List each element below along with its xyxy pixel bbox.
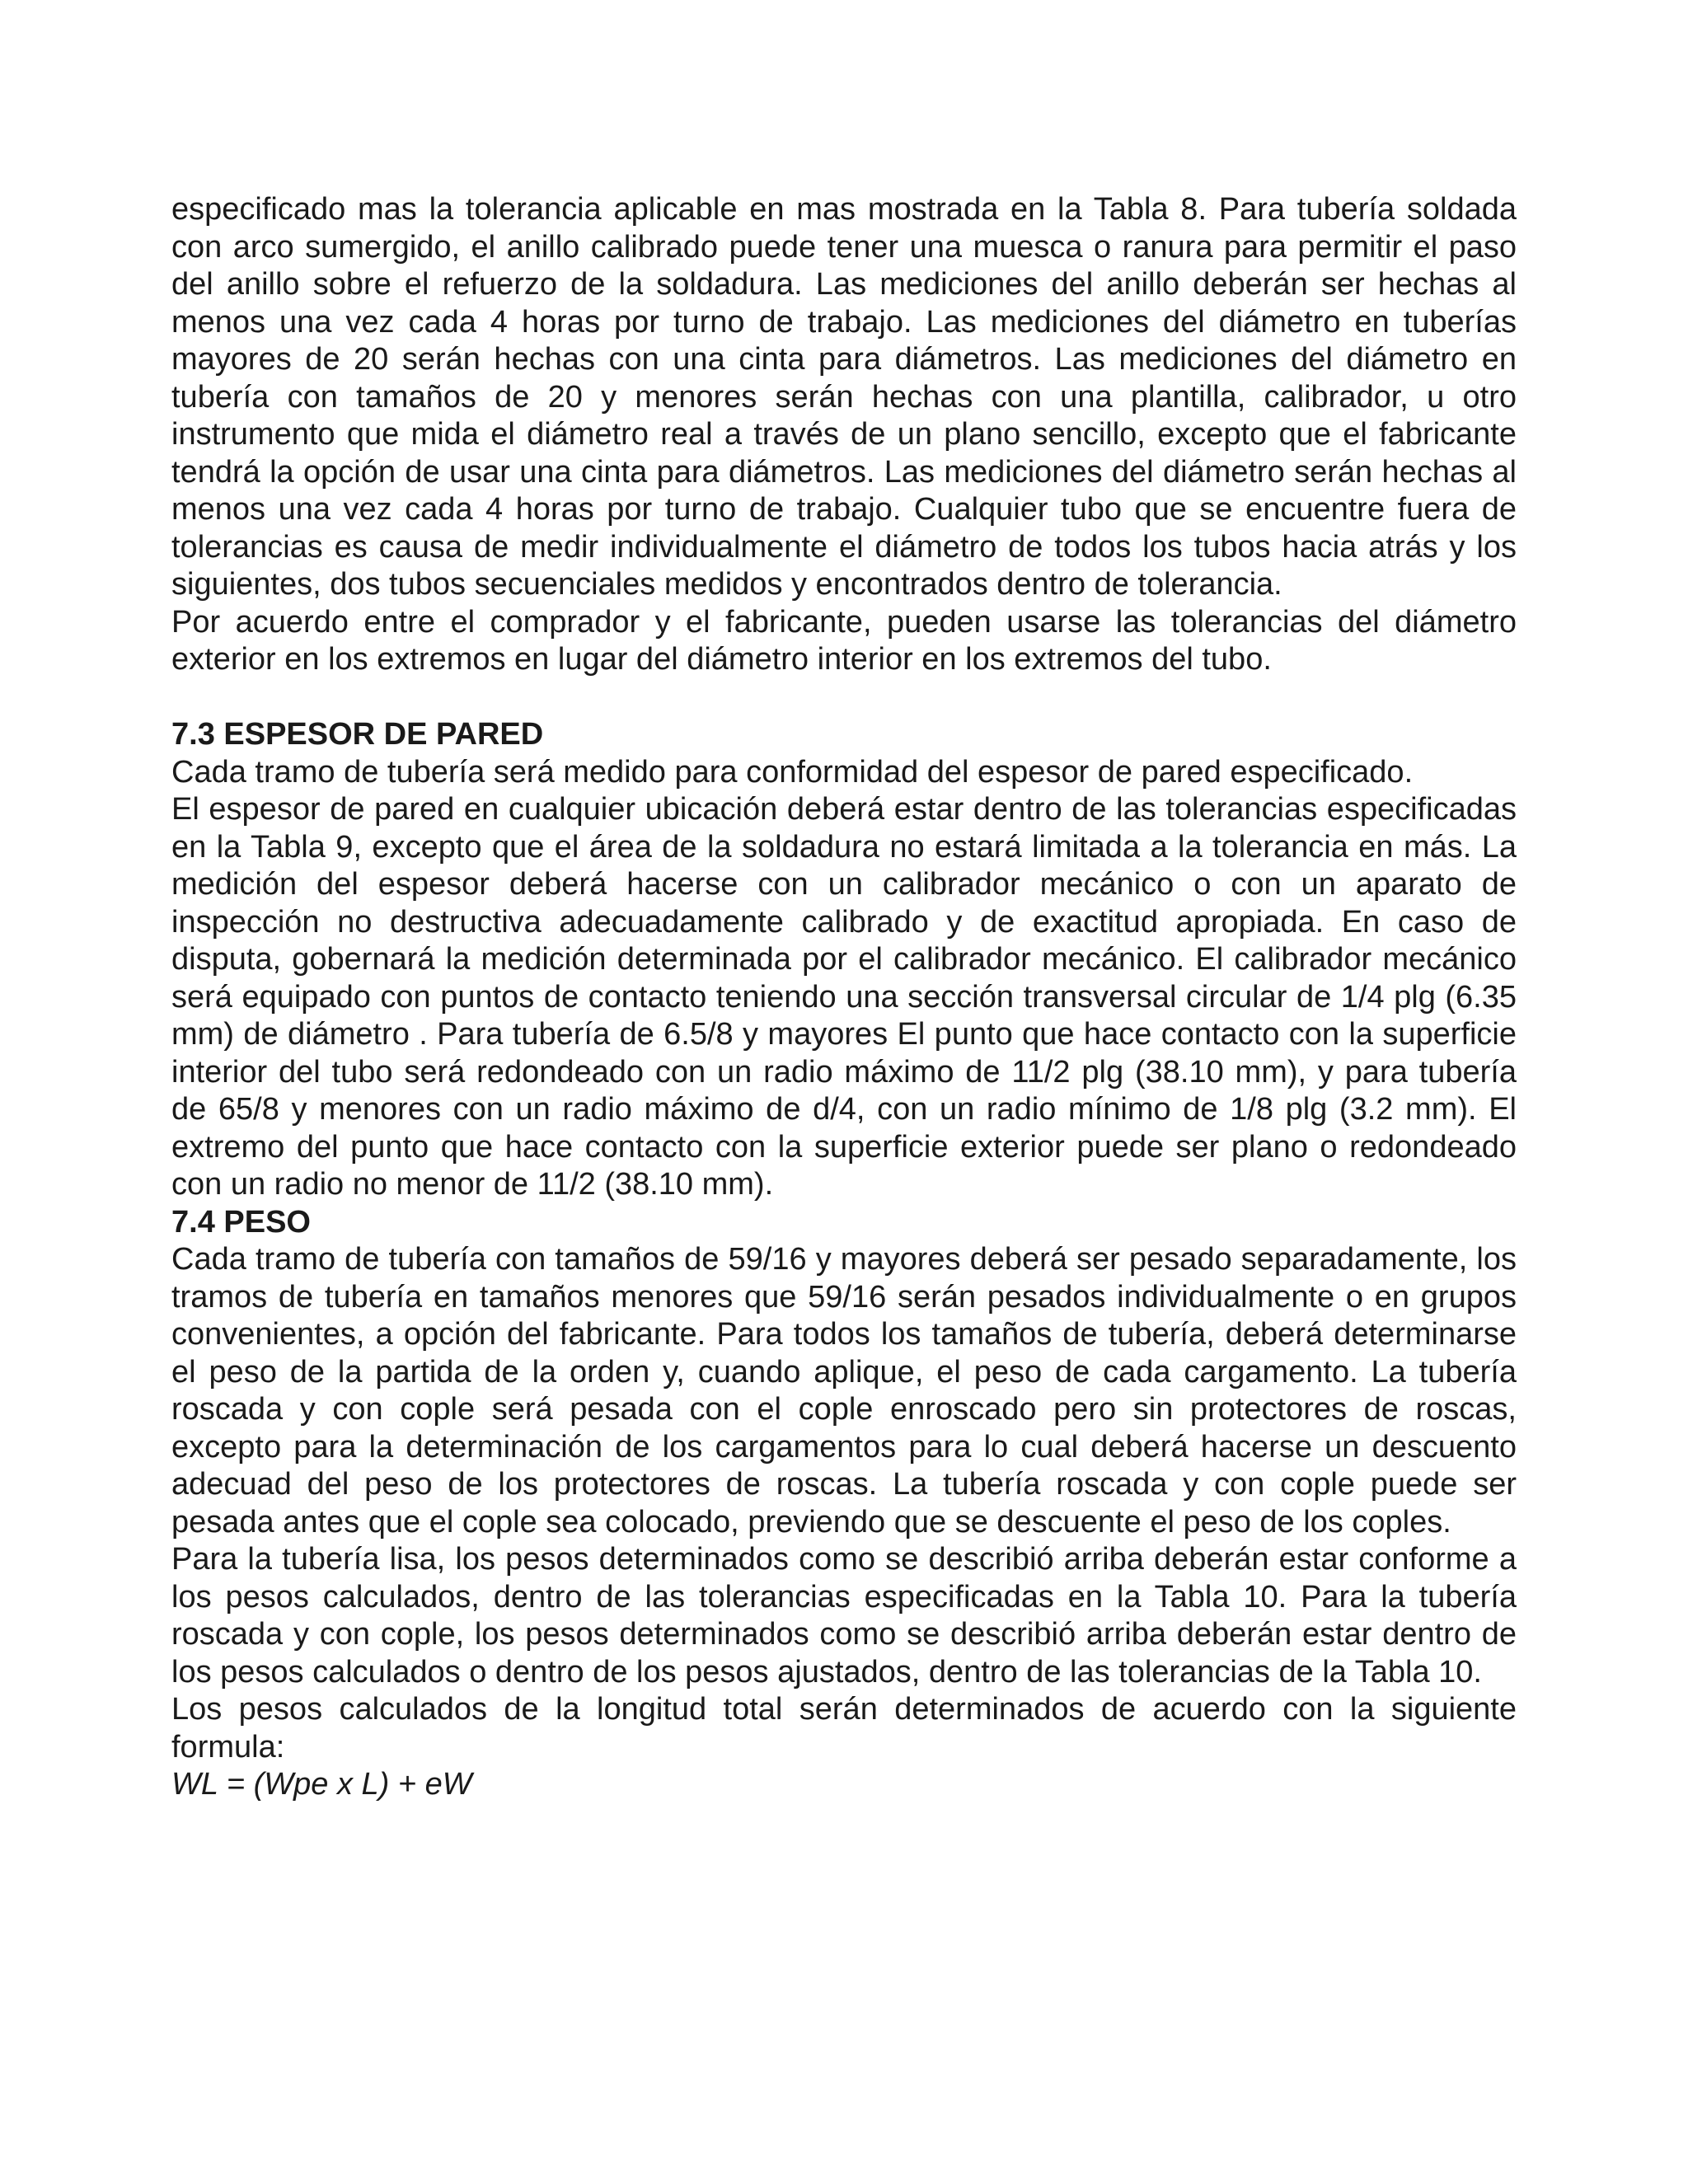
paragraph-weight-formula-intro: Los pesos calculados de la longitud total serán determinados de acuerdo con la siguiente formula: (171, 1692, 1517, 1765)
section-heading-weight: 7.4 PESO (171, 1204, 311, 1240)
paragraph-weight-tolerances: Para la tubería lisa, los pesos determinados como se describió arriba deberán estar conforme a los pesos calculados, dentro de las tolerancias especificadas en la Tabla 10. Para la tubería roscada y con cople, los pesos determinados como se describió arriba deberán estar dentro de los pesos calculados o dentro de los pesos ajustados, dentro de las tolerancias de la Tabla 10. (171, 1542, 1517, 1690)
paragraph-diameter-measurement: especificado mas la tolerancia aplicable en mas mostrada en la Tabla 8. Para tubería soldada con arco sumergido, el anillo calibrado puede tener una muesca o ranura para permitir el paso del anillo sobre el refuerzo de la soldadura. Las mediciones del anillo deberán ser hechas al menos una vez cada 4 horas por turno de trabajo. Las mediciones del diámetro en tuberías mayores de 20 serán hechas con una cinta para diámetros. Las mediciones del diámetro en tubería con tamaños de 20 y menores serán hechas con una plantilla, calibrador, u otro instrumento que mida el diámetro real a través de un plano sencillo, excepto que el fabricante tendrá la opción de usar una cinta para diámetros. Las mediciones del diámetro serán hechas al menos una vez cada 4 horas por turno de trabajo. Cualquier tubo que se encuentre fuera de tolerancias es causa de medir individualmente el diámetro de todos los tubos hacia atrás y los siguientes, dos tubos secuenciales medidos y encontrados dentro de tolerancia. (171, 192, 1517, 602)
paragraph-purchaser-agreement: Por acuerdo entre el comprador y el fabricante, pueden usarse las tolerancias del diámetro exterior en los extremos en lugar del diámetro interior en los extremos del tubo. (171, 604, 1517, 677)
document-page (171, 191, 1517, 1804)
paragraph-wall-thickness-tolerance: El espesor de pared en cualquier ubicación deberá estar dentro de las tolerancias especificadas en la Tabla 9, excepto que el área de la soldadura no estará limitada a la tolerancia en más. La medición del espesor deberá hacerse con un calibrador mecánico o con un aparato de inspección no destructiva adecuadamente calibrado y de exactitud apropiada. En caso de disputa, gobernará la medición determinada por el calibrador mecánico. El calibrador mecánico será equipado con puntos de contacto teniendo una sección transversal circular de 1/4 plg (6.35 mm) de diámetro . Para tubería de 6.5/8 y mayores El punto que hace contacto con la superficie interior del tubo será redondeado con un radio máximo de 11/2 plg (38.10 mm), y para tubería de 65/8 y menores con un radio máximo de d/4, con un radio mínimo de 1/8 plg (3.2 mm). El extremo del punto que hace contacto con la superficie exterior puede ser plano o redondeado con un radio no menor de 11/2 (38.10 mm). (171, 792, 1517, 1202)
paragraph-weight-weighing: Cada tramo de tubería con tamaños de 59/16 y mayores deberá ser pesado separadamente, los tramos de tubería en tamaños menores que 59/16 serán pesados individualmente o en grupos convenientes, a opción del fabricante. Para todos los tamaños de tubería, deberá determinarse el peso de la partida de la orden y, cuando aplique, el peso de cada cargamento. La tubería roscada y con cople será pesada con el cople enroscado pero sin protectores de roscas, excepto para la determinación de los cargamentos para lo cual deberá hacerse un descuento adecuad del peso de los protectores de roscas. La tubería roscada y con cople puede ser pesada antes que el cople sea colocado, previendo que se descuente el peso de los coples. (171, 1242, 1517, 1540)
paragraph-wall-thickness-intro: Cada tramo de tubería será medido para conformidad del espesor de pared especificado. (171, 754, 1414, 790)
section-spacer (171, 679, 1517, 717)
weight-formula: WL = (Wpe x L) + eW (171, 1767, 472, 1802)
section-heading-wall-thickness: 7.3 ESPESOR DE PARED (171, 717, 544, 752)
